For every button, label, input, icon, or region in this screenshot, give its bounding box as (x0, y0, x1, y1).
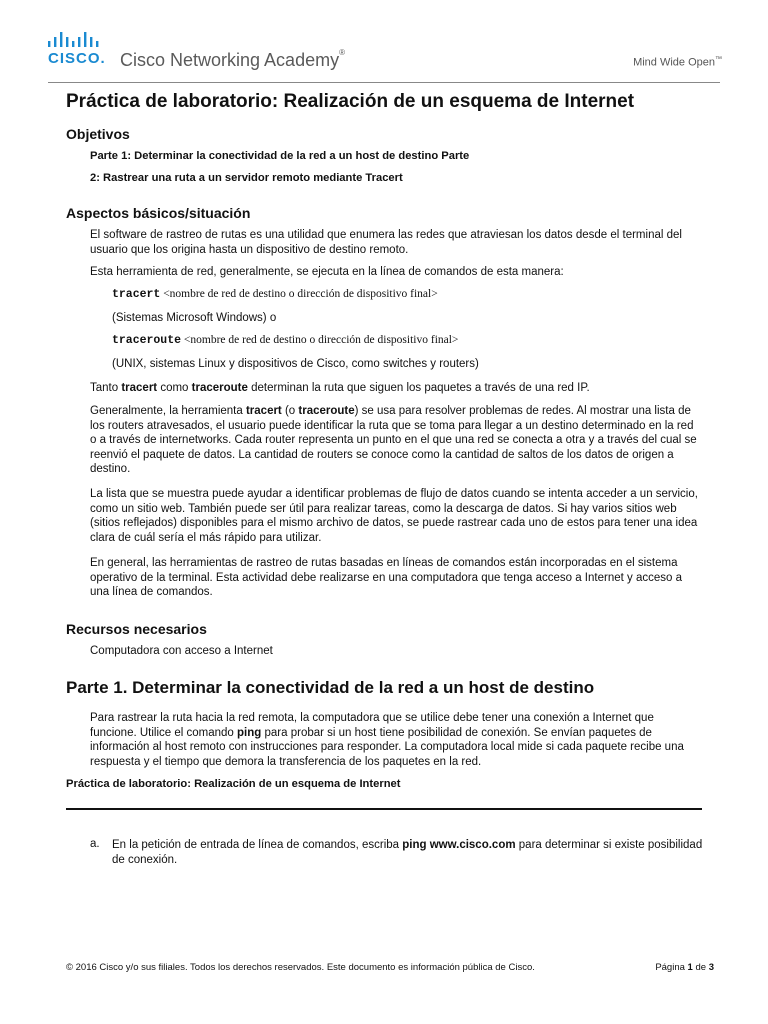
command-note-windows: (Sistemas Microsoft Windows) o (112, 312, 277, 324)
step-letter: a. (90, 838, 100, 850)
objective-item: 2: Rastrear una ruta a un servidor remoto mediante Tracert (90, 172, 403, 184)
background-paragraph-4: Generalmente, la herramienta tracert (o traceroute) se usa para resolver problemas de redes. Al mostrar una lista de los routers atravesados, el usuario puede identificar la ruta que se toma para llegar a un destino determinado en la red o a través de internetworks. Cada router representa un punto en el que una red se conecta a otra y a través del cual se reenvió el paquete de datos. La cantidad de routers se conoce como la cantidad de saltos de los datos de origen a destino. (90, 405, 697, 475)
resources-item: Computadora con acceso a Internet (90, 645, 273, 657)
command-note-unix: (UNIX, sistemas Linux y dispositivos de Cisco, como switches y routers) (112, 358, 479, 370)
cisco-logo-bars (48, 32, 116, 50)
page-number: Página 1 de 3 (655, 962, 714, 973)
step-a-text: En la petición de entrada de línea de comandos, escriba ping www.cisco.com para determinar si existe posibilidad de conexión. (112, 839, 703, 866)
command-tracert: tracert <nombre de red de destino o dirección de dispositivo final> (112, 288, 438, 301)
background-paragraph-1: El software de rastreo de rutas es una utilidad que enumera las redes que atraviesan los datos desde el terminal del usuario que los origina hasta un dispositivo de destino remoto. (90, 229, 682, 256)
resources-heading: Recursos necesarios (66, 621, 207, 637)
document-title: Práctica de laboratorio: Realización de un esquema de Internet (66, 91, 635, 112)
brand-name: Cisco Networking Academy® (120, 48, 345, 70)
part1-heading: Parte 1. Determinar la conectividad de la red a un host de destino (66, 678, 595, 697)
objectives-heading: Objetivos (66, 126, 130, 142)
tagline: Mind Wide Open™ (633, 56, 722, 69)
header-divider (48, 82, 720, 83)
command-traceroute: traceroute <nombre de red de destino o dirección de dispositivo final> (112, 334, 459, 347)
background-paragraph-3: Tanto tracert como traceroute determinan la ruta que siguen los paquetes a través de una red IP. (90, 382, 590, 394)
background-paragraph-6: En general, las herramientas de rastreo de rutas basadas en líneas de comandos están incorporadas en el sistema operativo de la terminal. Esta actividad debe realizarse en una computadora que tenga acceso a Internet y acceso a una línea de comandos. (90, 557, 682, 598)
part1-paragraph: Para rastrear la ruta hacia la red remota, la computadora que se utilice debe tener una conexión a Internet que funcione. Utilice el comando ping para probar si un host tiene posibilidad de conexión. Se envían paquetes de información al host remoto con instrucciones para responder. La computadora local mide si cada paquete recibe una respuesta y el tiempo que demora la transferencia de los paquetes en la red. (90, 712, 684, 768)
background-paragraph-5: La lista que se muestra puede ayudar a identificar problemas de flujo de datos cuando se intenta acceder a un servicio, como un sitio web. También puede ser útil para realizar tareas, como la descarga de datos. Si hay varios sitios web (sitios reflejados) disponibles para el mismo archivo de datos, se puede rastrear cada uno de estos para tener una idea clara de cuál sería el más rápido para utilizar. (90, 488, 698, 544)
running-header-rule (66, 808, 702, 810)
copyright-footer: © 2016 Cisco y/o sus filiales. Todos los derechos reservados. Este documento es información pública de Cisco. (66, 962, 535, 973)
background-heading: Aspectos básicos/situación (66, 205, 251, 221)
cisco-logo-text: CISCO. (48, 50, 106, 67)
objective-item: Parte 1: Determinar la conectividad de la red a un host de destino Parte (90, 150, 470, 162)
background-paragraph-2: Esta herramienta de red, generalmente, se ejecuta en la línea de comandos de esta manera: (90, 266, 564, 278)
running-header: Práctica de laboratorio: Realización de un esquema de Internet (66, 778, 401, 790)
